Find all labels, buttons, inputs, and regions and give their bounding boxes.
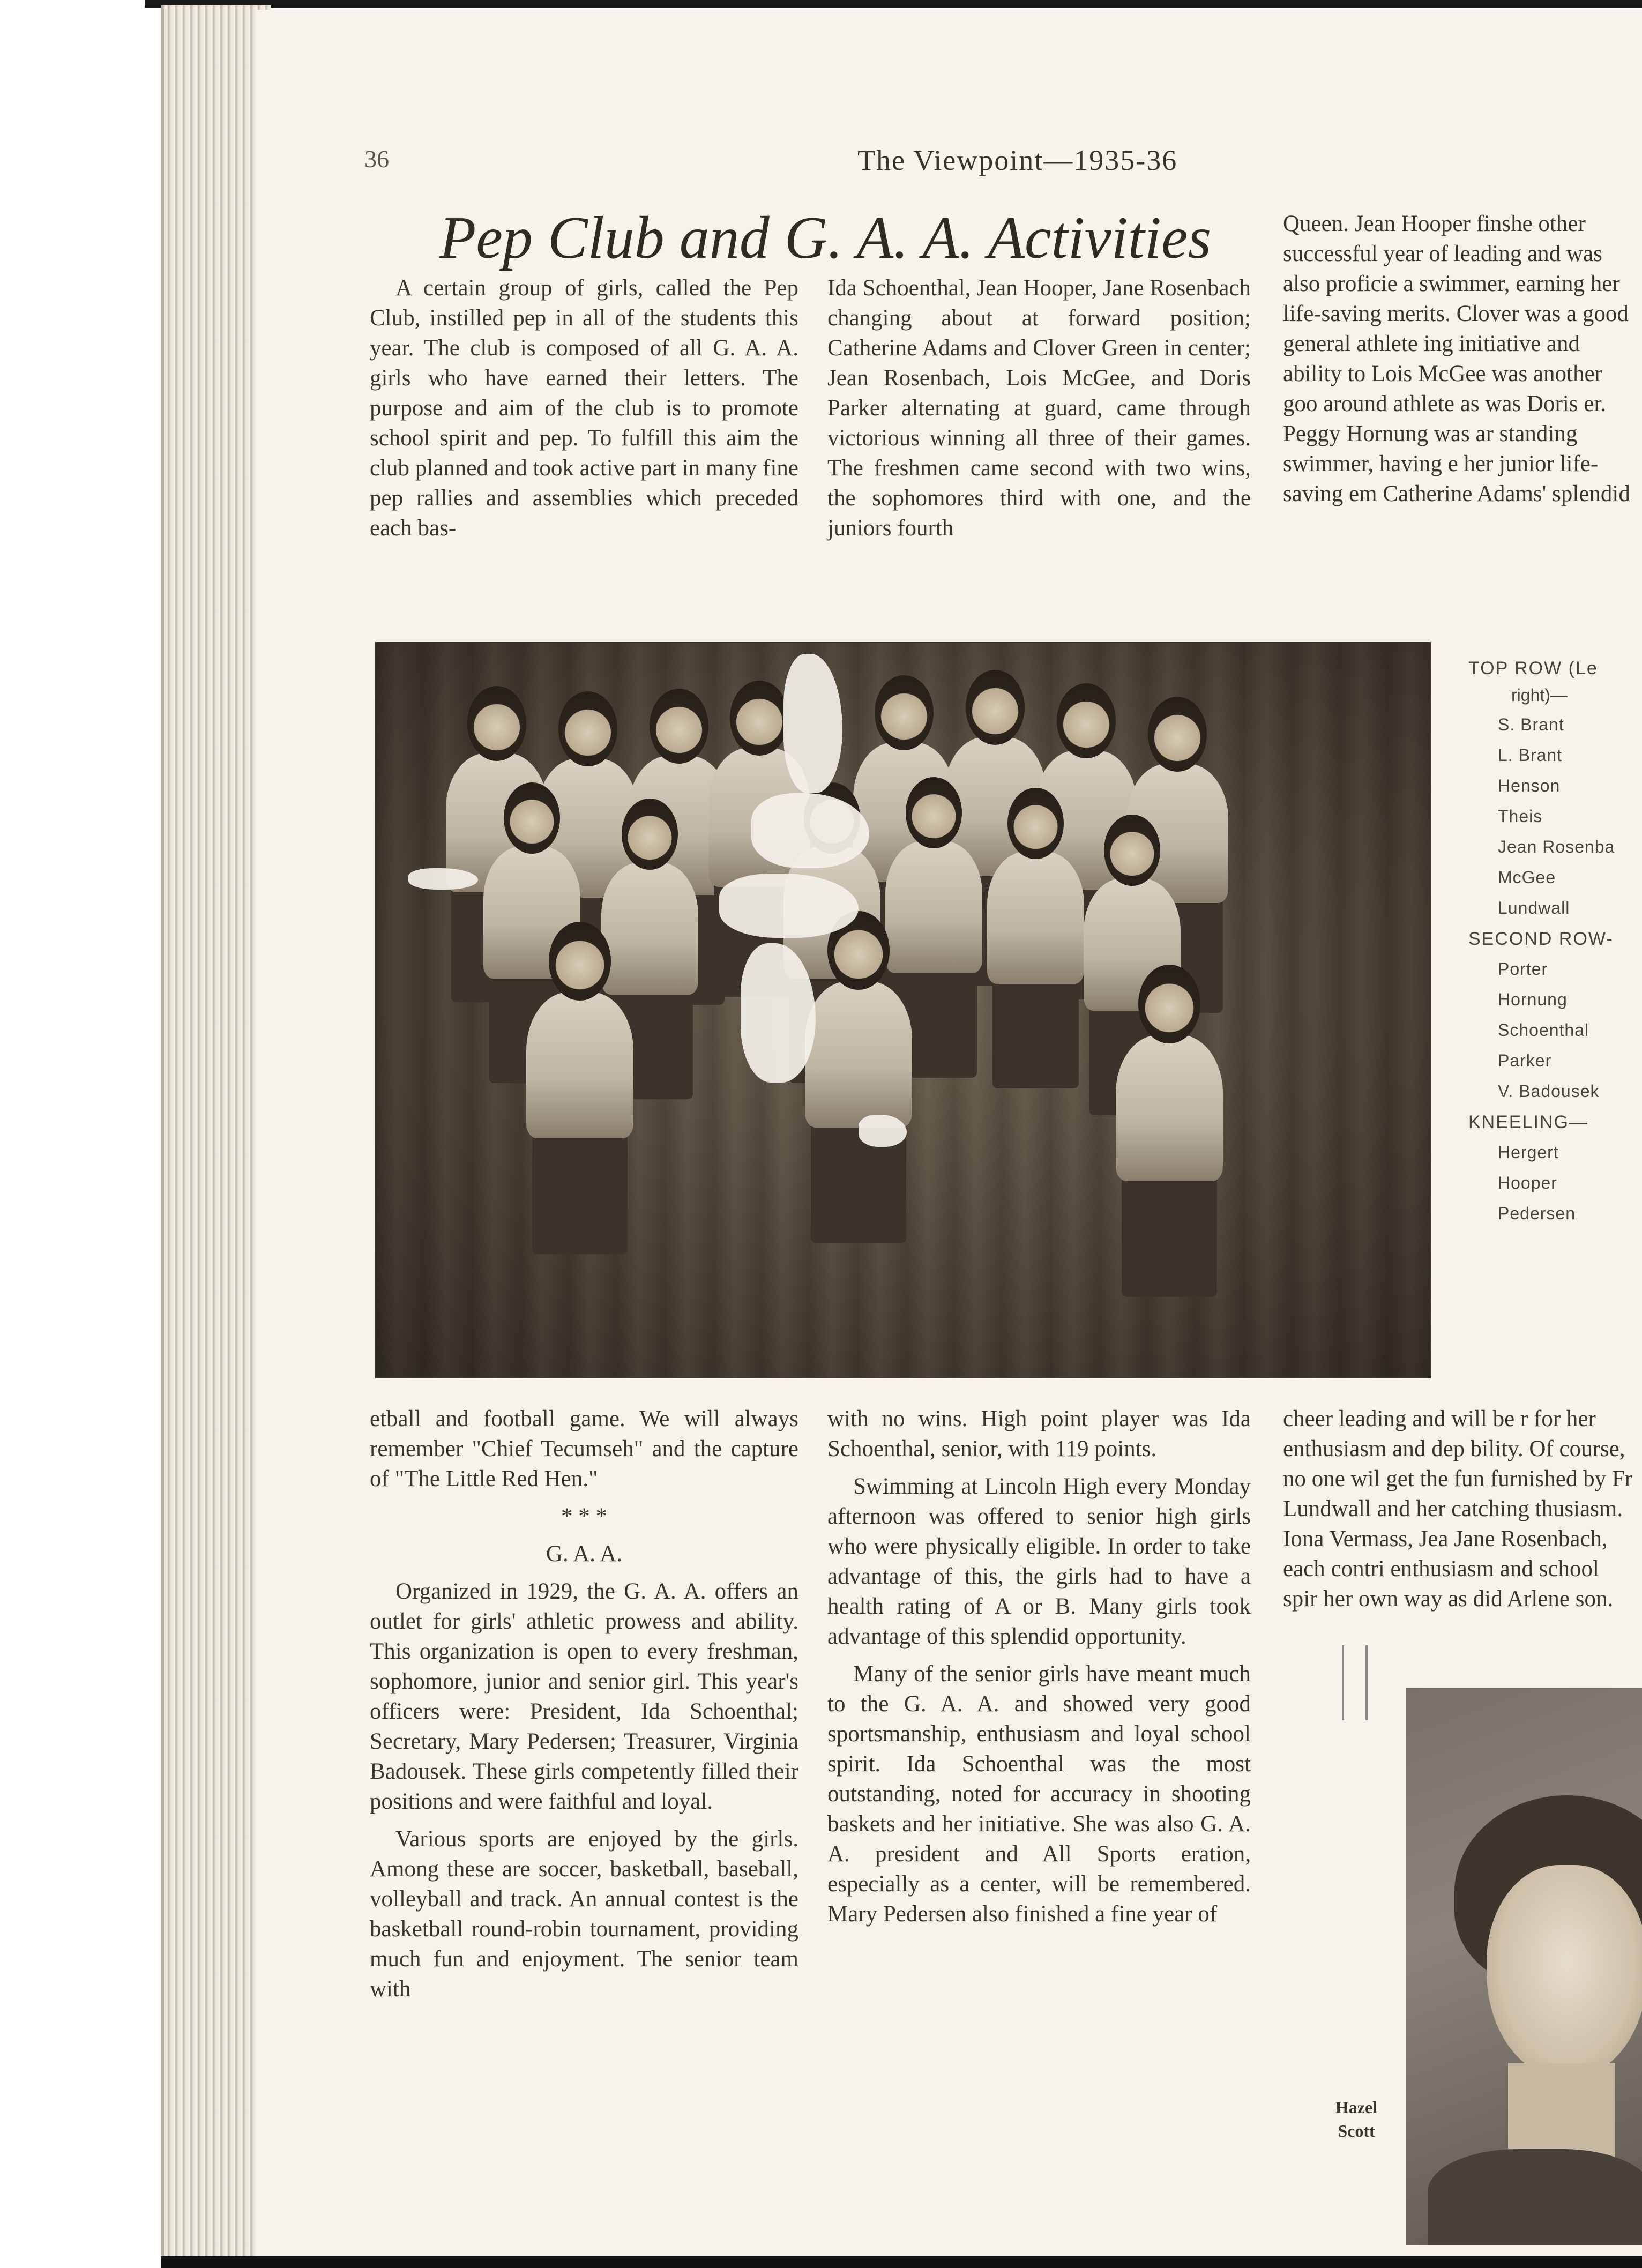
caption-name: Porter — [1498, 959, 1548, 979]
running-head: The Viewpoint—1935-36 — [857, 144, 1178, 176]
column-3-top — [1283, 209, 1637, 517]
column-3-bottom — [1283, 1404, 1637, 1622]
caption-name: Hergert — [1498, 1143, 1559, 1162]
photo-person-head — [1104, 815, 1160, 886]
caption-name: McGee — [1498, 868, 1556, 887]
photo-person-body — [526, 992, 633, 1138]
photo-person-body — [601, 862, 698, 995]
paragraph: Swimming at Lincoln High every Monday afternoon was offered to senior high girls who were physically eligible. In order to take advantage of this, the girls had to have a health rating of A or B. Many girls took advantage of this splendid opportunity. — [827, 1474, 1251, 1649]
photo-person-body — [885, 841, 982, 973]
column-1-top — [370, 273, 798, 551]
caption-second-row-label: SECOND ROW- — [1468, 929, 1614, 949]
photo-person-skirt — [992, 976, 1079, 1088]
section-separator: * * * — [561, 1504, 607, 1529]
caption-top-row-sub: right)— — [1511, 685, 1568, 705]
caption-name: V. Badousek — [1498, 1081, 1600, 1101]
book-spine — [161, 5, 271, 2267]
caption-kneeling-label: KNEELING— — [1468, 1112, 1588, 1132]
photo-person-head — [1148, 697, 1207, 772]
caption-top-row-label: TOP ROW (Le — [1468, 658, 1598, 678]
photo-person-head — [467, 686, 526, 761]
photo-damage — [408, 868, 478, 890]
photo-person-head — [1138, 965, 1200, 1043]
paragraph: with no wins. High point player was Ida Schoenthal, senior, with 119 points. — [827, 1406, 1251, 1461]
group-photo — [375, 642, 1431, 1378]
paragraph: Organized in 1929, the G. A. A. offers an outlet for girls' athletic prowess and ability. This organization is open to every freshman, sophomore, junior and senior girl. This year's officers were: President, Ida Schoenthal; Secretary, Mary Pedersen; Treasurer, Virginia Badousek. These girls competently filled their positions and were faithful and loyal. — [370, 1579, 798, 1814]
caption-name: Parker — [1498, 1051, 1552, 1070]
photo-person-head — [906, 777, 962, 848]
photo-person-head — [549, 922, 611, 1001]
paragraph: Many of the senior girls have meant much to the G. A. A. and showed very good sportsmanship, enthusiasm and loyal school spirit. Ida Schoenthal was the most outstanding, noted for accuracy in shooting baskets and her initiative. She was also G. A. A. president and All Sports eration, especially as a center, will be remembered. Mary Pedersen also finished a fine year of — [827, 1661, 1251, 1927]
caption-name: S. Brant — [1498, 715, 1564, 734]
photo-person-skirt — [532, 1130, 628, 1254]
photo-person-head — [1057, 683, 1116, 758]
paragraph: Queen. Jean Hooper finshe other successful year of leading and was also proficie a swimmer, earning her life-saving merits. Clover was a good general athlete ing initiative and ability to Lois McGee was another goo around athlete as was Doris er. Peggy Hornung was ar standing swimmer, having e her junior life-saving em Catherine Adams' splendid — [1283, 211, 1630, 506]
article-title: Pep Club and G. A. A. Activities — [439, 205, 1212, 271]
photo-person-head — [730, 681, 789, 756]
portrait-caption — [1316, 2095, 1397, 2143]
caption-name: L. Brant — [1498, 745, 1563, 765]
column-1-bottom — [370, 1404, 798, 2012]
photo-person-head — [1007, 788, 1064, 859]
photo-person-head — [966, 670, 1025, 745]
column-2-top — [827, 273, 1251, 551]
decorative-rule — [1342, 1645, 1368, 1720]
caption-name: Schoenthal — [1498, 1020, 1589, 1040]
paragraph: A certain group of girls, called the Pep Club, instilled pep in all of the students this year. The club is composed of all G. A. A. girls who have earned their letters. The purpose and aim of the club is to promote school spirit and pep. To fulfill this aim the club planned and took active part in many fine pep rallies and assemblies which preceded each bas- — [370, 275, 799, 541]
photo-person-body — [987, 852, 1084, 984]
portrait-name-line2: Scott — [1338, 2121, 1375, 2140]
portrait-face — [1487, 1865, 1642, 2079]
caption-name: Henson — [1498, 776, 1561, 795]
page-number: 36 — [364, 145, 389, 173]
caption-name: Hooper — [1498, 1173, 1557, 1192]
page-bottom-edge — [161, 2256, 1642, 2268]
caption-name: Lundwall — [1498, 898, 1570, 917]
portrait-photo — [1406, 1688, 1642, 2245]
paragraph: cheer leading and will be r for her enthusiasm and dep bility. Of course, no one wil get the fun furnished by Fr Lundwall and her catching thusiasm. Iona Vermass, Jea Jane Rosenbach, each contri enthusiasm and school spir her own way as did Arlene son. — [1283, 1406, 1633, 1612]
photo-person-head — [650, 689, 708, 764]
paragraph: Ida Schoenthal, Jean Hooper, Jane Rosenbach changing about at forward position; Catherine Adams and Clover Green in center; Jean Rosenbach, Lois McGee, and Doris Parker alternating at guard, came through victorious winning all three of their games. The freshmen came second with two wins, the sophomores third with one, and the juniors fourth — [827, 275, 1251, 541]
photo-person-head — [622, 799, 678, 870]
portrait-name-line1: Hazel — [1335, 2098, 1378, 2117]
caption-name: Theis — [1498, 807, 1543, 826]
section-heading: G. A. A. — [546, 1541, 623, 1566]
book-top-edge — [145, 0, 1642, 8]
photo-person-head — [504, 782, 560, 854]
portrait-dress — [1428, 2149, 1642, 2245]
photo-person-body — [805, 981, 912, 1128]
photo-person-head — [558, 691, 617, 766]
photo-person-skirt — [1122, 1173, 1218, 1297]
photo-caption — [1468, 658, 1640, 1234]
paragraph: Various sports are enjoyed by the girls. Among these are soccer, basketball, baseball, volleyball and track. An annual contest is the basketball round-robin tournament, providing much fun and enjoyment. The senior team with — [370, 1826, 798, 2002]
paragraph: etball and football game. We will always remember "Chief Tecumseh" and the capture of "The Little Red Hen." — [370, 1406, 798, 1491]
photo-person-head — [875, 675, 934, 750]
column-2-bottom — [827, 1404, 1251, 1937]
photo-person-body — [1116, 1035, 1223, 1181]
caption-name: Pedersen — [1498, 1204, 1576, 1223]
caption-name: Hornung — [1498, 990, 1568, 1009]
caption-name: Jean Rosenba — [1498, 837, 1615, 856]
